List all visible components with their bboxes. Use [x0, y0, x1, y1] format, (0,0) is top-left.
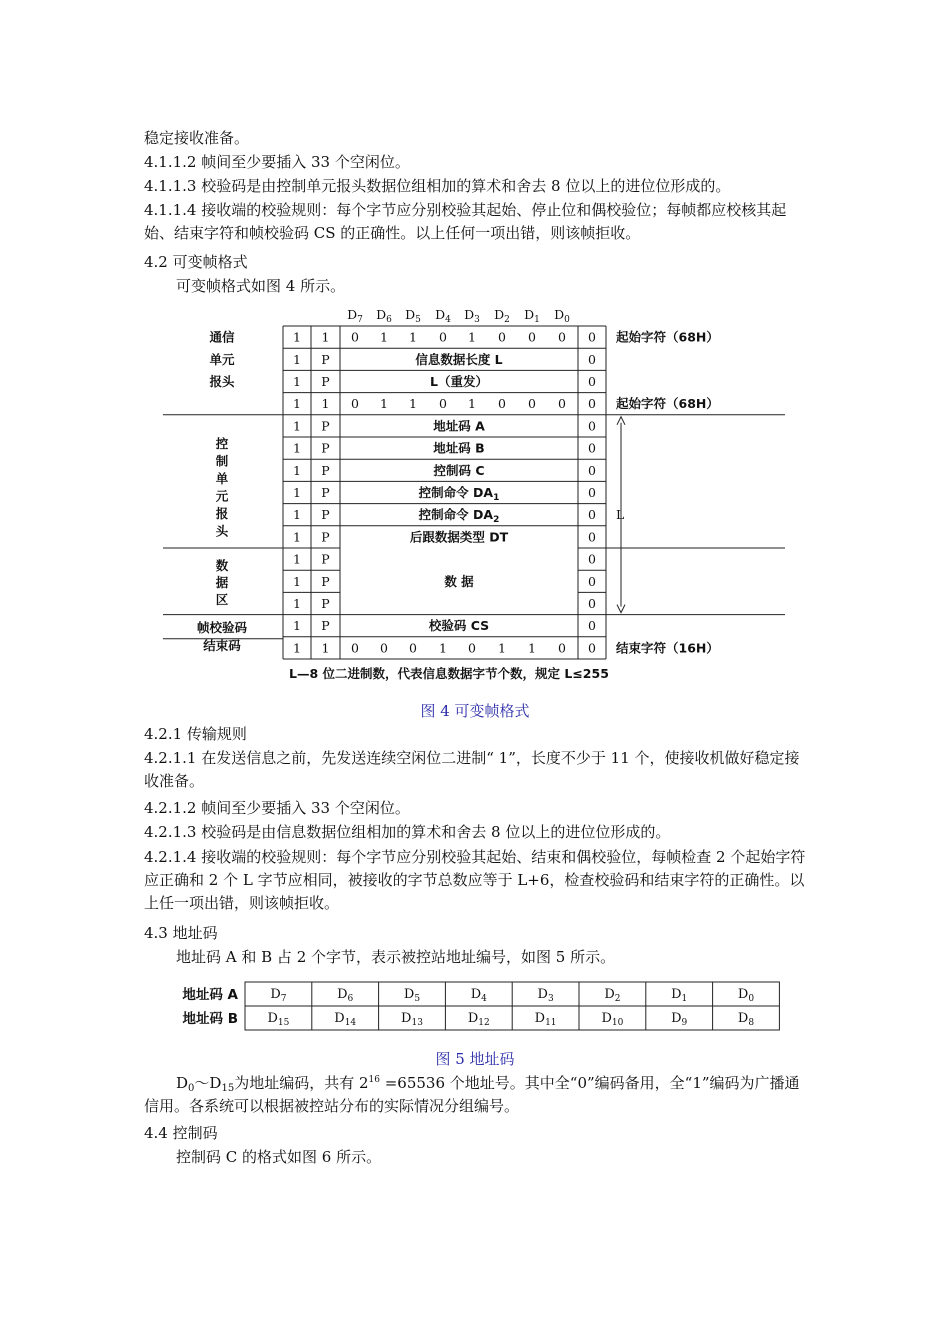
bit-header-label: $D_2$ — [494, 307, 510, 325]
parity-cell: 0 — [588, 329, 596, 345]
bit-cell: 0 — [380, 640, 388, 656]
section-heading: 4.2 可变帧格式 — [144, 253, 248, 271]
group-label-comm-unit: 报头 — [209, 374, 235, 389]
frame-cell: P — [321, 573, 330, 589]
paragraph — [144, 1072, 809, 1118]
bit-cell: 1 — [498, 640, 506, 656]
parity-cell: 0 — [588, 396, 596, 412]
bit-cell: 0 — [468, 640, 476, 656]
byte-annotation: 起始字符（68H） — [616, 396, 719, 412]
parity-cell: 0 — [588, 485, 596, 500]
group-label-comm-unit: 单元 — [209, 351, 235, 367]
parity-cell: 0 — [588, 418, 596, 434]
d15-symbol: $D_{15}$ — [209, 1074, 235, 1094]
bit-cell: 0 — [558, 396, 566, 412]
group-label-end: 结束码 — [203, 638, 241, 653]
frame-cell: P — [321, 462, 330, 478]
address-bit-cell: $D_4$ — [470, 987, 487, 1004]
paragraph-text: 为地址编码，共有 2 — [234, 1074, 369, 1092]
frame-cell: P — [321, 596, 330, 611]
field-label: 信息数据长度 L — [415, 351, 503, 367]
bit-cell: 0 — [498, 329, 506, 345]
frame-cell: P — [321, 529, 330, 545]
field-label: 控制命令 $DA_2$ — [418, 507, 500, 526]
figure-caption: 图 4 可变帧格式 — [420, 702, 530, 720]
frame-cell: 1 — [293, 640, 301, 656]
bit-cell: 1 — [380, 396, 388, 412]
bit-cell: 0 — [351, 396, 359, 412]
bit-header-label: $D_5$ — [405, 307, 421, 325]
data-block-label: 数 据 — [444, 573, 474, 589]
bit-header-label: $D_6$ — [376, 307, 392, 325]
bit-cell: 0 — [351, 329, 359, 345]
frame-cell: 1 — [293, 618, 301, 634]
group-label-ctrl-unit: 报 — [215, 506, 229, 521]
parity-cell: 0 — [588, 351, 596, 367]
address-bit-cell: $D_{15}$ — [267, 1011, 290, 1028]
bit-cell: 0 — [558, 640, 566, 656]
paragraph: 控制码 C 的格式如图 6 所示。 — [176, 1148, 382, 1166]
field-label: 地址码 B — [433, 440, 485, 456]
section-heading: 4.2.1 传输规则 — [144, 725, 247, 743]
d0-symbol: $D_0$ — [176, 1074, 195, 1094]
bit-cell: 0 — [409, 640, 417, 656]
address-bit-cell: $D_{14}$ — [334, 1011, 357, 1028]
address-bit-cell: $D_{11}$ — [534, 1011, 557, 1028]
paragraph-text: =65536 个地址号。其中全“0”编码备用，全“1”编码为广播通信用。各系统可以根据被控站分布的实际情况分组编号。 — [144, 1074, 800, 1115]
frame-cell: 1 — [293, 573, 301, 589]
frame-cell: 1 — [293, 329, 301, 345]
address-bit-cell: $D_1$ — [671, 987, 688, 1004]
bit-cell: 0 — [558, 329, 566, 345]
bit-cell: 0 — [439, 396, 447, 412]
figure-caption: 图 5 地址码 — [435, 1050, 515, 1068]
frame-cell: P — [321, 485, 330, 500]
paragraph: 4.1.1.4 接收端的校验规则：每个字节应分别校验其起始、停止位和偶校验位；每帧都应校核其起始、结束字符和帧校验码 CS 的正确性。以上任何一项出错，则该帧拒收。 — [144, 201, 787, 242]
exponent: 16 — [368, 1075, 380, 1085]
frame-cell: P — [321, 374, 330, 389]
frame-cell: 1 — [293, 485, 301, 500]
address-bit-cell: $D_9$ — [671, 1011, 688, 1028]
field-label: L（重发） — [430, 374, 488, 389]
parity-cell: 0 — [588, 529, 596, 545]
address-bit-cell: $D_2$ — [604, 987, 621, 1004]
frame-cell: P — [321, 618, 330, 634]
parity-cell: 0 — [588, 462, 596, 478]
frame-cell: P — [321, 507, 330, 523]
frame-cell: P — [321, 551, 330, 567]
field-label: 地址码 A — [433, 418, 485, 434]
paragraph: 地址码 A 和 B 占 2 个字节，表示被控站地址编号，如图 5 所示。 — [176, 948, 616, 966]
group-label-ctrl-unit: 头 — [215, 523, 229, 539]
field-label: 控制命令 $DA_1$ — [418, 485, 500, 503]
address-bit-cell: $D_{12}$ — [467, 1011, 490, 1028]
bit-cell: 1 — [409, 396, 417, 412]
parity-cell: 0 — [588, 618, 596, 634]
address-bit-cell: $D_{13}$ — [401, 1011, 423, 1028]
address-code-a-label: 地址码 A — [182, 987, 238, 1003]
group-label-comm-unit: 通信 — [209, 329, 235, 345]
paragraph: 可变帧格式如图 4 所示。 — [176, 277, 346, 295]
address-bit-cell: $D_3$ — [537, 987, 554, 1004]
frame-cell: 1 — [293, 440, 301, 456]
frame-cell: 1 — [293, 374, 301, 389]
bit-cell: 0 — [528, 329, 536, 345]
paragraph: 4.1.1.3 校验码是由控制单元报头数据位组相加的算术和舍去 8 位以上的进位位形成的。 — [144, 177, 731, 195]
paragraph: 稳定接收准备。 — [144, 129, 250, 147]
frame-cell: 1 — [293, 596, 301, 611]
bit-cell: 1 — [468, 329, 476, 345]
field-label: 后跟数据类型 DT — [409, 529, 509, 545]
frame-cell: 1 — [293, 418, 301, 434]
section-heading: 4.3 地址码 — [144, 924, 218, 942]
bit-cell: 1 — [528, 640, 536, 656]
group-label-data-area: 区 — [215, 592, 229, 607]
group-label-ctrl-unit: 单 — [215, 471, 229, 486]
paragraph: 4.2.1.3 校验码是由信息数据位组相加的算术和舍去 8 位以上的进位位形成的。 — [144, 823, 671, 841]
bit-cell: 1 — [409, 329, 417, 345]
length-marker: L — [616, 507, 625, 522]
frame-cell: 1 — [293, 551, 301, 567]
parity-cell: 0 — [588, 596, 596, 611]
bit-header-label: $D_3$ — [464, 307, 480, 325]
bit-cell: 0 — [528, 396, 536, 412]
parity-cell: 0 — [588, 573, 596, 589]
bit-header-label: $D_0$ — [554, 307, 570, 325]
group-label-ctrl-unit: 制 — [215, 453, 229, 469]
address-bit-cell: $D_6$ — [337, 987, 354, 1004]
bit-cell: 1 — [380, 329, 388, 345]
frame-cell: 1 — [293, 507, 301, 523]
parity-cell: 0 — [588, 640, 596, 656]
group-label-ctrl-unit: 控 — [215, 436, 229, 451]
frame-cell: 1 — [293, 351, 301, 367]
address-code-b-label: 地址码 B — [182, 1011, 238, 1027]
tilde: ～ — [194, 1074, 210, 1092]
bit-header-label: $D_1$ — [524, 307, 540, 325]
frame-cell: P — [321, 418, 330, 434]
bit-header-label: $D_4$ — [435, 307, 451, 325]
frame-cell: 1 — [293, 462, 301, 478]
byte-annotation: 结束字符（16H） — [616, 640, 719, 656]
parity-cell: 0 — [588, 551, 596, 567]
group-label-ctrl-unit: 元 — [215, 488, 229, 504]
address-bit-cell: $D_8$ — [737, 1011, 755, 1028]
paragraph: 4.1.1.2 帧间至少要插入 33 个空闲位。 — [144, 153, 410, 171]
address-bit-cell: $D_5$ — [403, 987, 421, 1004]
group-label-data-area: 据 — [215, 575, 229, 590]
bit-cell: 0 — [351, 640, 359, 656]
parity-cell: 0 — [588, 440, 596, 456]
figure-footnote: L—8 位二进制数，代表信息数据字节个数，规定 L≤255 — [289, 666, 609, 681]
group-label-data-area: 数 — [215, 558, 229, 573]
bit-cell: 1 — [468, 396, 476, 412]
field-label: 控制码 C — [433, 462, 485, 478]
parity-cell: 0 — [588, 507, 596, 523]
address-bit-cell: $D_0$ — [737, 987, 755, 1004]
frame-cell: P — [321, 440, 330, 456]
frame-cell: 1 — [321, 329, 330, 345]
frame-cell: 1 — [293, 529, 301, 545]
address-bit-cell: $D_7$ — [270, 987, 287, 1004]
bit-cell: 0 — [498, 396, 506, 412]
address-table-border — [245, 982, 779, 1030]
frame-cell: 1 — [321, 396, 330, 412]
field-label: 校验码 CS — [428, 618, 490, 634]
bit-header-label: $D_7$ — [347, 307, 363, 325]
frame-cell: P — [321, 351, 330, 367]
address-bit-cell: $D_{10}$ — [601, 1011, 624, 1028]
group-label-checksum: 帧校验码 — [196, 620, 248, 635]
frame-cell: 1 — [321, 640, 330, 656]
bit-cell: 1 — [439, 640, 447, 656]
paragraph: 4.2.1.4 接收端的校验规则：每个字节应分别校验其起始、结束和偶校验位，每帧检查 2 个起始字符应正确和 2 个 L 字节应相同，被接收的字节总数应等于 L+6，检查校验码和结束字符的正确性。以上任一项出错，则该帧拒收。 — [144, 848, 806, 912]
frame-cell: 1 — [293, 396, 301, 412]
section-heading: 4.4 控制码 — [144, 1124, 218, 1142]
parity-cell: 0 — [588, 374, 596, 389]
paragraph: 4.2.1.2 帧间至少要插入 33 个空闲位。 — [144, 799, 410, 817]
paragraph: 4.2.1.1 在发送信息之前，先发送连续空闲位二进制“ 1”，长度不少于 11 个，使接收机做好稳定接收准备。 — [144, 749, 800, 790]
bit-cell: 0 — [439, 329, 447, 345]
byte-annotation: 起始字符（68H） — [616, 329, 719, 345]
